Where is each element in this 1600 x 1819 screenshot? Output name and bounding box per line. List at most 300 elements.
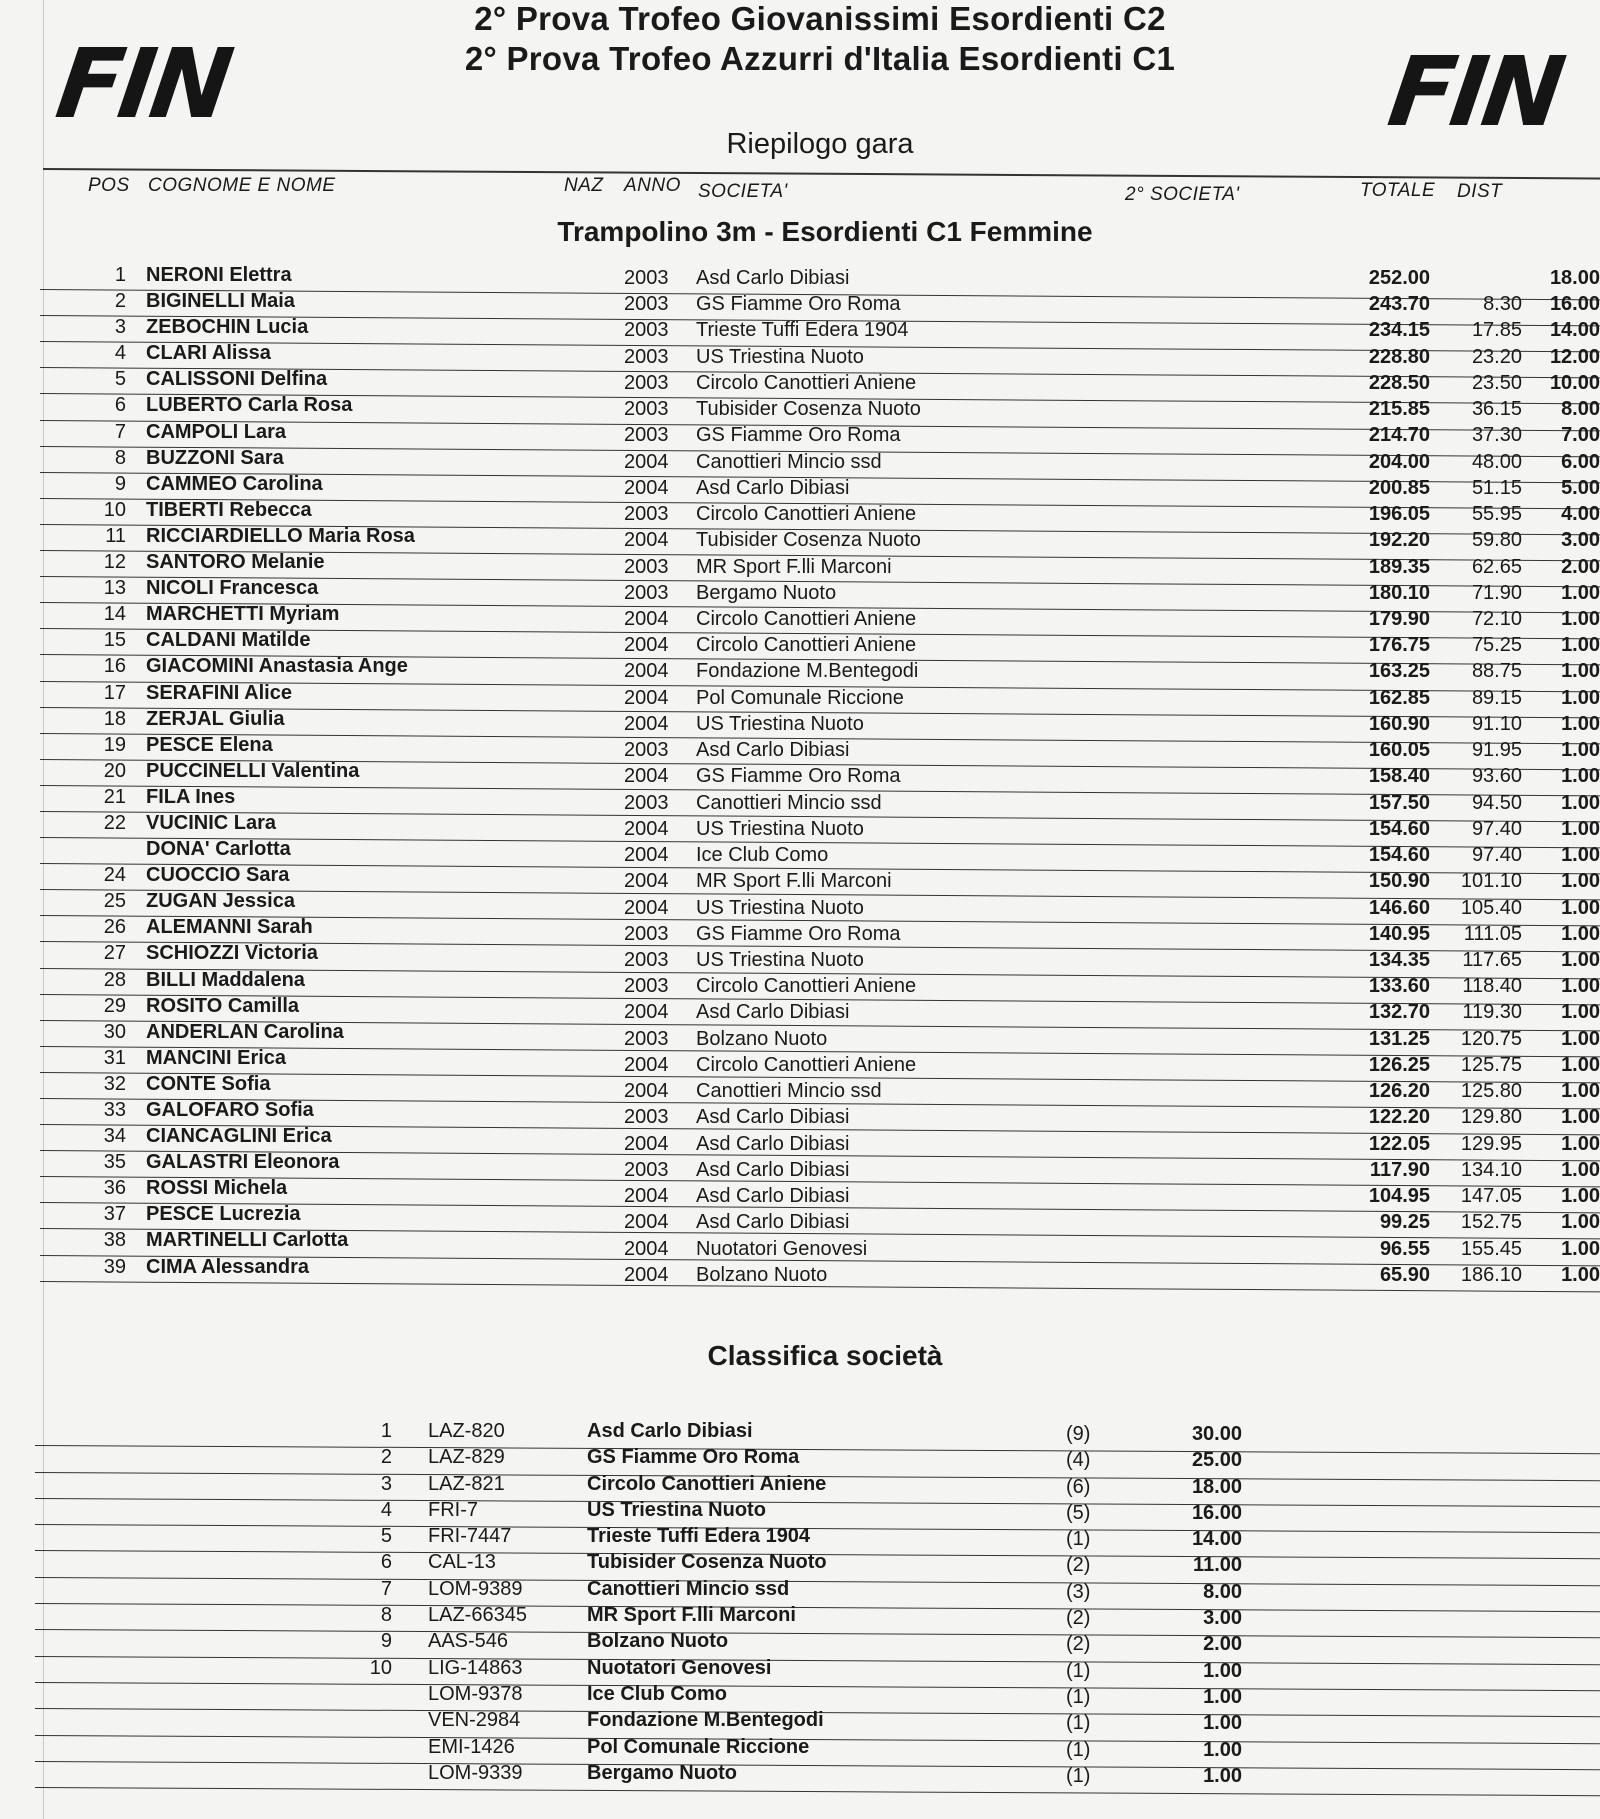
club-name: Canottieri Mincio ssd: [696, 450, 882, 473]
athlete-count: (9): [1066, 1423, 1091, 1445]
athlete-name: SCHIOZZI Victoria: [146, 942, 318, 965]
birth-year: 2003: [624, 371, 669, 394]
club-points: 30.00: [1191, 1423, 1242, 1445]
ranking-points: 1.00: [1561, 791, 1600, 814]
club-points: 25.00: [1191, 1449, 1242, 1472]
result-row: [0, 551, 1600, 577]
athlete-name: GALOFARO Sofia: [146, 1099, 314, 1121]
total-score: 126.25: [1368, 1053, 1430, 1076]
birth-year: 2003: [624, 345, 669, 368]
result-row: [0, 838, 1600, 867]
ranking-points: 2.00: [1561, 555, 1600, 578]
club-code: LAZ-821: [428, 1472, 505, 1495]
birth-year: 2003: [624, 975, 669, 998]
athlete-name: BILLI Maddalena: [146, 968, 305, 991]
club-name: Asd Carlo Dibiasi: [696, 267, 850, 289]
total-score: 134.35: [1368, 949, 1430, 971]
ranking-points: 1.00: [1561, 765, 1600, 788]
result-row: [0, 708, 1600, 734]
athlete-count: (5): [1066, 1501, 1091, 1524]
club-name: Bergamo Nuoto: [587, 1761, 737, 1784]
result-position: 31: [103, 1046, 126, 1069]
col-header-pos: POS: [88, 175, 130, 196]
ranking-points: 1.00: [1561, 1106, 1600, 1129]
result-position: 20: [103, 759, 126, 782]
total-score: 162.85: [1368, 686, 1430, 709]
ranking-points: 1.00: [1561, 1001, 1600, 1024]
athlete-count: (2): [1066, 1633, 1091, 1656]
ranking-points: 1.00: [1561, 1237, 1600, 1260]
col-header-dist: DIST: [1457, 181, 1503, 202]
ranking-points: 6.00: [1561, 450, 1600, 473]
club-name: US Triestina Nuoto: [696, 712, 864, 735]
total-score: 215.85: [1368, 398, 1430, 421]
birth-year: 2004: [624, 1132, 669, 1155]
total-score: 163.25: [1368, 660, 1430, 683]
athlete-name: MARTINELLI Carlotta: [146, 1229, 349, 1252]
athlete-count: (1): [1066, 1764, 1091, 1787]
birth-year: 2004: [624, 870, 669, 893]
total-score: 99.25: [1379, 1211, 1430, 1234]
score-gap: 105.40: [1460, 896, 1522, 919]
result-row: [0, 890, 1600, 919]
athlete-name: ALEMANNI Sarah: [146, 916, 313, 939]
club-name: US Triestina Nuoto: [696, 949, 864, 971]
result-position: 37: [103, 1203, 126, 1226]
total-score: 126.20: [1368, 1080, 1430, 1103]
total-score: 140.95: [1368, 922, 1430, 945]
result-row: [0, 760, 1600, 786]
birth-year: 2004: [624, 634, 669, 657]
result-row: [0, 447, 1600, 473]
club-row: [0, 1604, 1600, 1630]
score-gap: 23.50: [1471, 371, 1522, 394]
athlete-name: PESCE Elena: [146, 733, 273, 756]
score-gap: 111.05: [1463, 922, 1522, 945]
athlete-name: ZUGAN Jessica: [146, 890, 295, 913]
club-points: 1.00: [1203, 1738, 1242, 1761]
ranking-points: 1.00: [1561, 634, 1600, 657]
result-row: [0, 1099, 1600, 1129]
row-divider: [35, 1787, 1600, 1796]
birth-year: 2003: [624, 1158, 669, 1181]
result-position: 8: [114, 446, 126, 469]
birth-year: 2003: [624, 293, 669, 316]
athlete-name: ANDERLAN Carolina: [146, 1020, 344, 1043]
total-score: 132.70: [1368, 1001, 1430, 1024]
score-gap: 125.75: [1460, 1053, 1522, 1076]
result-row: [0, 942, 1600, 971]
club-name: Canottieri Mincio ssd: [696, 1080, 882, 1103]
ranking-points: 1.00: [1561, 817, 1600, 840]
athlete-count: (3): [1066, 1580, 1091, 1603]
result-position: 16: [103, 655, 126, 678]
athlete-name: GALASTRI Eleonora: [146, 1151, 340, 1174]
result-position: 13: [103, 577, 126, 600]
total-score: 154.60: [1368, 844, 1430, 867]
total-score: 133.60: [1368, 975, 1430, 998]
result-row: [0, 786, 1600, 812]
club-name: Asd Carlo Dibiasi: [696, 1132, 850, 1155]
total-score: 214.70: [1368, 424, 1430, 447]
club-code: FRI-7447: [428, 1525, 512, 1548]
birth-year: 2004: [624, 896, 669, 919]
total-score: 96.55: [1379, 1237, 1430, 1260]
result-row: [0, 525, 1600, 551]
birth-year: 2003: [624, 555, 669, 578]
score-gap: 152.75: [1460, 1211, 1522, 1234]
club-name: GS Fiamme Oro Roma: [696, 765, 901, 788]
club-points: 8.00: [1203, 1580, 1242, 1603]
athlete-name: CALDANI Matilde: [146, 629, 311, 652]
ranking-points: 1.00: [1561, 1211, 1600, 1234]
club-name: Bolzano Nuoto: [587, 1630, 729, 1653]
result-position: 32: [103, 1072, 126, 1095]
birth-year: 2004: [624, 476, 669, 499]
results-table: [0, 264, 1600, 1286]
result-row: [0, 682, 1600, 708]
athlete-name: CALISSONI Delfina: [146, 368, 328, 391]
score-gap: 94.50: [1471, 791, 1522, 814]
total-score: 160.05: [1368, 739, 1430, 762]
ranking-points: 1.00: [1561, 1132, 1600, 1155]
club-points: 11.00: [1193, 1554, 1242, 1577]
score-gap: 93.60: [1471, 765, 1522, 788]
athlete-count: (2): [1066, 1607, 1091, 1630]
result-position: 3: [114, 316, 126, 339]
club-position: 4: [380, 1498, 392, 1521]
athlete-count: (1): [1066, 1738, 1091, 1761]
club-code: VEN-2984: [428, 1709, 521, 1732]
ranking-points: 3.00: [1561, 529, 1600, 552]
score-gap: 8.30: [1483, 293, 1522, 316]
athlete-count: (1): [1066, 1659, 1091, 1682]
club-position: 10: [369, 1656, 392, 1679]
club-name: Circolo Canottieri Aniene: [587, 1472, 827, 1495]
athlete-count: (2): [1066, 1554, 1091, 1577]
result-position: 34: [103, 1125, 126, 1148]
result-row: [0, 655, 1600, 681]
birth-year: 2004: [624, 844, 669, 867]
total-score: 158.40: [1368, 765, 1430, 788]
club-name: Asd Carlo Dibiasi: [696, 1158, 850, 1181]
birth-year: 2004: [624, 529, 669, 552]
club-name: Asd Carlo Dibiasi: [696, 739, 850, 762]
club-name: GS Fiamme Oro Roma: [696, 293, 901, 316]
score-gap: 125.80: [1460, 1080, 1522, 1103]
result-row: [0, 577, 1600, 603]
birth-year: 2003: [624, 1027, 669, 1050]
club-points: 2.00: [1203, 1633, 1242, 1656]
col-header-name: COGNOME E NOME: [148, 175, 336, 196]
athlete-name: FILA Ines: [146, 785, 236, 808]
club-position: 1: [380, 1420, 392, 1442]
athlete-name: TIBERTI Rebecca: [146, 498, 312, 521]
total-score: 192.20: [1368, 529, 1430, 552]
birth-year: 2003: [624, 922, 669, 945]
club-name: Pol Comunale Riccione: [696, 686, 904, 709]
birth-year: 2003: [624, 267, 669, 289]
club-code: LAZ-820: [428, 1420, 505, 1442]
club-code: AAS-546: [428, 1630, 509, 1653]
result-position: 38: [103, 1229, 126, 1252]
club-points: 1.00: [1203, 1659, 1242, 1682]
score-gap: 155.45: [1460, 1237, 1522, 1260]
club-row: [0, 1657, 1600, 1683]
club-points: 1.00: [1203, 1685, 1242, 1708]
birth-year: 2004: [624, 1263, 669, 1286]
result-position: 36: [103, 1177, 126, 1200]
club-name: Trieste Tuffi Edera 1904: [696, 319, 909, 342]
result-row: [0, 1020, 1600, 1050]
score-gap: 117.65: [1462, 949, 1522, 971]
result-position: 10: [103, 498, 126, 521]
athlete-name: NICOLI Francesca: [146, 577, 319, 600]
result-position: 4: [114, 342, 126, 365]
club-code: CAL-13: [428, 1551, 496, 1574]
result-position: 25: [103, 890, 126, 913]
ranking-points: 1.00: [1561, 1080, 1600, 1103]
result-position: 24: [103, 864, 126, 887]
athlete-name: DONA' Carlotta: [146, 838, 291, 861]
birth-year: 2004: [624, 608, 669, 630]
ranking-points: 1.00: [1561, 1185, 1600, 1208]
club-name: Bergamo Nuoto: [696, 581, 837, 604]
total-score: 65.90: [1379, 1263, 1430, 1286]
club-row: [0, 1551, 1600, 1577]
club-position: 5: [380, 1525, 392, 1548]
ranking-points: 1.00: [1561, 896, 1600, 919]
club-position: 7: [380, 1577, 392, 1600]
athlete-name: CIMA Alessandra: [146, 1255, 310, 1278]
score-gap: 51.15: [1471, 476, 1522, 499]
club-name: Tubisider Cosenza Nuoto: [587, 1551, 827, 1574]
athlete-count: (1): [1066, 1528, 1091, 1551]
ranking-points: 1.00: [1561, 870, 1600, 893]
result-position: 12: [103, 551, 126, 574]
result-position: 17: [103, 681, 126, 704]
athlete-name: ROSSI Michela: [146, 1177, 288, 1200]
total-score: 252.00: [1368, 267, 1430, 289]
athlete-name: MARCHETTI Myriam: [146, 603, 340, 626]
birth-year: 2004: [624, 817, 669, 840]
club-name: Circolo Canottieri Aniene: [696, 1053, 917, 1076]
club-name: MR Sport F.lli Marconi: [696, 870, 892, 893]
result-row: [0, 812, 1600, 838]
total-score: 228.80: [1368, 345, 1430, 368]
club-code: LOM-9378: [428, 1682, 523, 1705]
club-row: [0, 1736, 1600, 1762]
col-header-totale: TOTALE: [1360, 180, 1436, 201]
athlete-name: SANTORO Melanie: [146, 551, 325, 574]
athlete-count: (4): [1066, 1449, 1091, 1472]
club-points: 1.00: [1203, 1712, 1242, 1735]
club-name: Canottieri Mincio ssd: [696, 791, 882, 814]
club-code: LAZ-829: [428, 1446, 505, 1469]
athlete-name: CIANCAGLINI Erica: [146, 1125, 332, 1148]
fin-logo-left: FIN: [50, 28, 236, 140]
athlete-count: (1): [1066, 1685, 1091, 1708]
athlete-name: BIGINELLI Maia: [146, 290, 295, 313]
result-position: 11: [105, 524, 126, 547]
result-row: [0, 864, 1600, 893]
ranking-points: 5.00: [1561, 476, 1600, 499]
club-code: EMI-1426: [428, 1735, 515, 1758]
birth-year: 2003: [624, 1106, 669, 1129]
result-position: 1: [114, 264, 126, 286]
result-position: 6: [114, 394, 126, 417]
fin-logo-right: FIN: [1382, 36, 1568, 148]
total-score: 122.05: [1368, 1132, 1430, 1155]
score-gap: 97.40: [1471, 817, 1522, 840]
result-row: [0, 499, 1600, 525]
club-row: [0, 1578, 1600, 1604]
club-name: Asd Carlo Dibiasi: [696, 1001, 850, 1024]
ranking-points: 1.00: [1561, 975, 1600, 998]
club-name: Asd Carlo Dibiasi: [587, 1420, 753, 1442]
result-row: [0, 734, 1600, 760]
score-gap: 91.10: [1471, 712, 1522, 735]
athlete-count: (6): [1066, 1475, 1091, 1498]
col-header-societa: SOCIETA': [698, 181, 788, 202]
result-position: 14: [103, 603, 126, 626]
ranking-points: 14.00: [1549, 319, 1600, 342]
birth-year: 2004: [624, 1185, 669, 1208]
result-row: [0, 1255, 1600, 1286]
total-score: 200.85: [1368, 476, 1430, 499]
athlete-name: ZEBOCHIN Lucia: [146, 316, 309, 339]
ranking-points: 18.00: [1549, 267, 1600, 289]
birth-year: 2003: [624, 319, 669, 342]
result-position: 28: [103, 968, 126, 991]
ranking-points: 1.00: [1561, 949, 1600, 971]
club-row: [0, 1762, 1600, 1788]
total-score: 146.60: [1368, 896, 1430, 919]
club-name: Circolo Canottieri Aniene: [696, 503, 917, 526]
club-name: Bolzano Nuoto: [696, 1027, 828, 1050]
club-code: LOM-9339: [428, 1761, 523, 1784]
club-ranking-title: Classifica società: [707, 1340, 943, 1371]
birth-year: 2003: [624, 398, 669, 421]
document-title-line1: 2° Prova Trofeo Giovanissimi Esordienti C2: [474, 0, 1166, 37]
result-row: [0, 264, 1600, 290]
total-score: 157.50: [1368, 791, 1430, 814]
ranking-points: 1.00: [1561, 1158, 1600, 1181]
result-position: 27: [103, 942, 126, 965]
result-row: [0, 473, 1600, 499]
total-score: 154.60: [1368, 817, 1430, 840]
club-name: Asd Carlo Dibiasi: [696, 1211, 850, 1234]
athlete-name: PUCCINELLI Valentina: [146, 759, 360, 782]
athlete-name: NERONI Elettra: [146, 264, 292, 286]
result-position: 2: [114, 290, 126, 313]
total-score: 122.20: [1368, 1106, 1430, 1129]
col-header-societa2: 2° SOCIETA': [1125, 184, 1240, 205]
athlete-name: VUCINIC Lara: [146, 811, 277, 834]
total-score: 104.95: [1368, 1185, 1430, 1208]
ranking-points: 1.00: [1561, 608, 1600, 630]
birth-year: 2004: [624, 450, 669, 473]
club-points: 16.00: [1191, 1501, 1242, 1524]
score-gap: 36.15: [1471, 398, 1522, 421]
result-position: 5: [114, 368, 126, 391]
result-row: [0, 1177, 1600, 1208]
result-position: 18: [103, 707, 126, 730]
birth-year: 2003: [624, 739, 669, 762]
ranking-points: 12.00: [1549, 345, 1600, 368]
club-code: FRI-7: [428, 1498, 478, 1521]
club-name: Pol Comunale Riccione: [587, 1735, 810, 1758]
club-name: US Triestina Nuoto: [696, 817, 864, 840]
score-gap: 59.80: [1471, 529, 1522, 552]
score-gap: 129.80: [1460, 1106, 1522, 1129]
score-gap: 48.00: [1471, 450, 1522, 473]
ranking-points: 4.00: [1561, 503, 1600, 526]
score-gap: 97.40: [1471, 844, 1522, 867]
score-gap: 89.15: [1471, 686, 1522, 709]
score-gap: 71.90: [1471, 581, 1522, 604]
score-gap: 37.30: [1471, 424, 1522, 447]
club-name: Bolzano Nuoto: [696, 1263, 828, 1286]
result-row: [0, 1229, 1600, 1260]
athlete-name: SERAFINI Alice: [146, 681, 292, 704]
club-row: [0, 1420, 1600, 1446]
club-name: Nuotatori Genovesi: [696, 1237, 868, 1260]
result-row: [0, 603, 1600, 629]
birth-year: 2003: [624, 503, 669, 526]
result-position: 7: [114, 420, 126, 443]
score-gap: 101.10: [1460, 870, 1522, 893]
total-score: 179.90: [1368, 608, 1430, 630]
birth-year: 2004: [624, 1080, 669, 1103]
total-score: 234.15: [1368, 319, 1430, 342]
athlete-name: PESCE Lucrezia: [146, 1203, 301, 1226]
score-gap: 129.95: [1460, 1132, 1522, 1155]
birth-year: 2004: [624, 1211, 669, 1234]
ranking-points: 7.00: [1561, 424, 1600, 447]
athlete-name: CONTE Sofia: [146, 1072, 271, 1095]
club-points: 3.00: [1203, 1607, 1242, 1630]
club-row: [0, 1473, 1600, 1499]
result-position: 30: [103, 1020, 126, 1043]
col-header-naz: NAZ: [564, 175, 604, 196]
result-row: [0, 629, 1600, 655]
score-gap: 23.20: [1471, 345, 1522, 368]
score-gap: 62.65: [1471, 555, 1522, 578]
athlete-name: CAMPOLI Lara: [146, 420, 287, 443]
club-name: Tubisider Cosenza Nuoto: [696, 529, 921, 552]
result-row: [0, 368, 1600, 394]
club-name: Tubisider Cosenza Nuoto: [696, 398, 921, 421]
club-name: US Triestina Nuoto: [696, 345, 864, 368]
result-row: [0, 1072, 1600, 1103]
athlete-name: RICCIARDIELLO Maria Rosa: [146, 524, 415, 547]
club-points: 1.00: [1203, 1764, 1242, 1787]
score-gap: 186.10: [1460, 1263, 1522, 1286]
birth-year: 2003: [624, 424, 669, 447]
ranking-points: 1.00: [1561, 739, 1600, 762]
result-position: 21: [103, 785, 126, 808]
score-gap: 118.40: [1462, 975, 1522, 998]
result-row: [0, 1203, 1600, 1234]
birth-year: 2004: [624, 712, 669, 735]
birth-year: 2004: [624, 765, 669, 788]
club-row: [0, 1499, 1600, 1525]
ranking-points: 1.00: [1561, 1263, 1600, 1286]
club-name: Fondazione M.Bentegodi: [587, 1709, 824, 1732]
club-name: Canottieri Mincio ssd: [587, 1577, 790, 1600]
score-gap: 91.95: [1471, 739, 1522, 762]
